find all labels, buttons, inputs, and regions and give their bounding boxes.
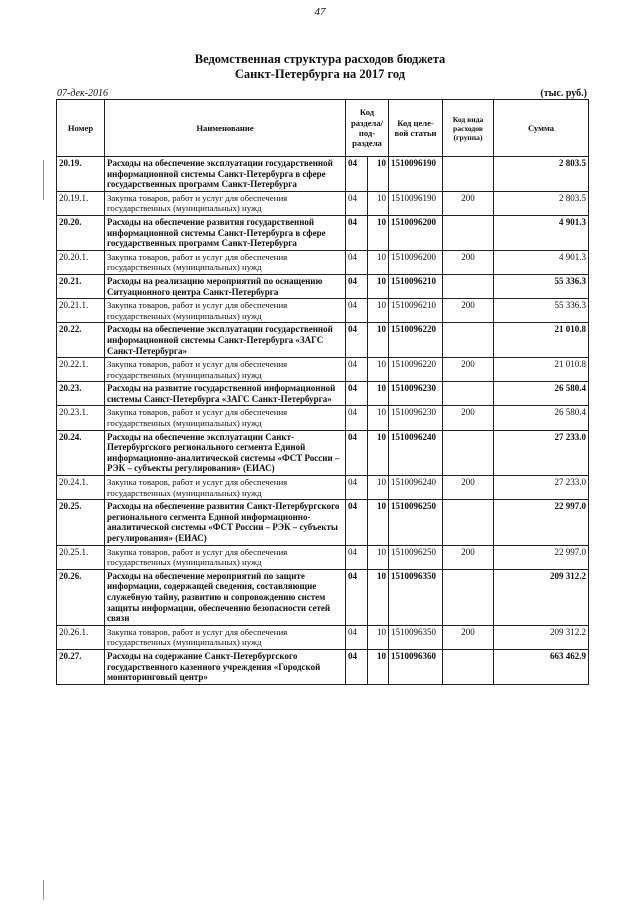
header-section: Код раздела/ под-раздела xyxy=(346,100,389,157)
header-name: Наименование xyxy=(105,100,346,157)
table-row xyxy=(57,157,589,192)
row-name-cell: Расходы на обеспечение развития Санкт-Петербургского регионального сегмента Единой информационно-аналитической системы «ФСТ России – РЭК – субъекты регулирования» (ЕИАС) xyxy=(105,500,346,545)
row-section-cell: 04 xyxy=(346,430,368,475)
row-subsection-cell: 10 xyxy=(368,382,389,406)
row-number-cell: 20.19. xyxy=(57,157,105,192)
row-article-cell: 1510096190 xyxy=(389,191,443,215)
row-section-cell: 04 xyxy=(346,625,368,649)
row-expense-type-cell xyxy=(443,323,494,358)
row-expense-type-cell: 200 xyxy=(443,299,494,323)
row-expense-type-cell xyxy=(443,649,494,684)
table-row xyxy=(57,358,589,382)
row-number-cell: 20.20. xyxy=(57,215,105,250)
row-name-cell: Закупка товаров, работ и услуг для обеспечения государственных (муниципальных) нужд xyxy=(105,476,346,500)
table-row xyxy=(57,545,589,569)
row-amount-cell: 27 233.0 xyxy=(494,430,589,475)
row-subsection-cell: 10 xyxy=(368,323,389,358)
row-article-cell: 1510096190 xyxy=(389,157,443,192)
title-line-2: Санкт-Петербурга на 2017 год xyxy=(234,67,406,81)
row-number-cell: 20.21. xyxy=(57,274,105,298)
table-row xyxy=(57,191,589,215)
row-article-cell: 1510096220 xyxy=(389,323,443,358)
header-article: Код целе-вой статьи xyxy=(389,100,443,157)
scan-edge-mark xyxy=(43,160,44,200)
row-subsection-cell: 10 xyxy=(368,569,389,625)
row-expense-type-cell: 200 xyxy=(443,476,494,500)
row-section-cell: 04 xyxy=(346,569,368,625)
row-section-cell: 04 xyxy=(346,649,368,684)
header-expense-type: Код вида расходов (группа) xyxy=(443,100,494,157)
row-number-cell: 20.25.1. xyxy=(57,545,105,569)
row-section-cell: 04 xyxy=(346,476,368,500)
row-amount-cell: 26 580.4 xyxy=(494,382,589,406)
row-number-cell: 20.27. xyxy=(57,649,105,684)
row-subsection-cell: 10 xyxy=(368,500,389,545)
row-section-cell: 04 xyxy=(346,323,368,358)
units-label: (тыс. руб.) xyxy=(540,88,587,99)
row-section-cell: 04 xyxy=(346,545,368,569)
row-subsection-cell: 10 xyxy=(368,157,389,192)
table-row xyxy=(57,430,589,475)
row-expense-type-cell: 200 xyxy=(443,358,494,382)
row-section-cell: 04 xyxy=(346,274,368,298)
table-row xyxy=(57,476,589,500)
row-subsection-cell: 10 xyxy=(368,358,389,382)
row-expense-type-cell: 200 xyxy=(443,406,494,430)
row-article-cell: 1510096230 xyxy=(389,382,443,406)
row-article-cell: 1510096210 xyxy=(389,299,443,323)
row-number-cell: 20.23. xyxy=(57,382,105,406)
row-amount-cell: 4 901.3 xyxy=(494,250,589,274)
table-row xyxy=(57,406,589,430)
table-row xyxy=(57,649,589,684)
title-line-1: Ведомственная структура расходов бюджета xyxy=(194,52,446,66)
row-section-cell: 04 xyxy=(346,157,368,192)
row-subsection-cell: 10 xyxy=(368,406,389,430)
row-name-cell: Расходы на развитие государственной информационной системы Санкт-Петербурга «ЗАГС Санкт-Петербурга» xyxy=(105,382,346,406)
table-row xyxy=(57,569,589,625)
row-article-cell: 1510096350 xyxy=(389,625,443,649)
row-article-cell: 1510096210 xyxy=(389,274,443,298)
row-subsection-cell: 10 xyxy=(368,250,389,274)
row-article-cell: 1510096250 xyxy=(389,500,443,545)
row-expense-type-cell: 200 xyxy=(443,250,494,274)
row-amount-cell: 209 312.2 xyxy=(494,569,589,625)
row-name-cell: Расходы на обеспечение эксплуатации государственной информационной системы Санкт-Петербурга в сфере государственных программ Санкт-Петербурга xyxy=(105,157,346,192)
row-expense-type-cell: 200 xyxy=(443,191,494,215)
row-article-cell: 1510096200 xyxy=(389,215,443,250)
table-body xyxy=(57,157,589,685)
row-amount-cell: 22 997.0 xyxy=(494,500,589,545)
table-row xyxy=(57,382,589,406)
row-name-cell: Расходы на обеспечение развития государственной информационной системы Санкт-Петербурга в сфере государственных программ Санкт-Петербурга xyxy=(105,215,346,250)
row-amount-cell: 27 233.0 xyxy=(494,476,589,500)
row-article-cell: 1510096240 xyxy=(389,476,443,500)
document-date: 07-дек-2016 xyxy=(57,88,108,99)
row-name-cell: Расходы на обеспечение эксплуатации Санкт-Петербургского регионального сегмента Единой информационно-аналитической системы «ФСТ России – РЭК – субъекты регулирования» (ЕИАС) xyxy=(105,430,346,475)
row-number-cell: 20.22. xyxy=(57,323,105,358)
row-subsection-cell: 10 xyxy=(368,476,389,500)
row-subsection-cell: 10 xyxy=(368,215,389,250)
row-subsection-cell: 10 xyxy=(368,649,389,684)
row-subsection-cell: 10 xyxy=(368,430,389,475)
row-amount-cell: 22 997.0 xyxy=(494,545,589,569)
table-row xyxy=(57,625,589,649)
row-section-cell: 04 xyxy=(346,382,368,406)
row-amount-cell: 2 803.5 xyxy=(494,157,589,192)
budget-table xyxy=(56,99,589,685)
row-subsection-cell: 10 xyxy=(368,545,389,569)
table-row xyxy=(57,274,589,298)
row-expense-type-cell xyxy=(443,157,494,192)
row-number-cell: 20.23.1. xyxy=(57,406,105,430)
row-article-cell: 1510096250 xyxy=(389,545,443,569)
row-expense-type-cell xyxy=(443,569,494,625)
row-section-cell: 04 xyxy=(346,500,368,545)
header-number: Номер xyxy=(57,100,105,157)
table-header-row xyxy=(57,100,589,157)
row-subsection-cell: 10 xyxy=(368,274,389,298)
row-expense-type-cell xyxy=(443,215,494,250)
row-article-cell: 1510096240 xyxy=(389,430,443,475)
page-number: 47 xyxy=(314,6,326,18)
row-amount-cell: 209 312.2 xyxy=(494,625,589,649)
row-number-cell: 20.26. xyxy=(57,569,105,625)
row-article-cell: 1510096220 xyxy=(389,358,443,382)
row-number-cell: 20.25. xyxy=(57,500,105,545)
row-section-cell: 04 xyxy=(346,191,368,215)
table-row xyxy=(57,299,589,323)
row-number-cell: 20.24.1. xyxy=(57,476,105,500)
row-number-cell: 20.26.1. xyxy=(57,625,105,649)
row-amount-cell: 26 580.4 xyxy=(494,406,589,430)
row-article-cell: 1510096360 xyxy=(389,649,443,684)
table-row xyxy=(57,323,589,358)
row-section-cell: 04 xyxy=(346,406,368,430)
row-number-cell: 20.19.1. xyxy=(57,191,105,215)
document-title xyxy=(0,52,640,82)
row-name-cell: Расходы на реализацию мероприятий по оснащению Ситуационного центра Санкт-Петербурга xyxy=(105,274,346,298)
row-article-cell: 1510096230 xyxy=(389,406,443,430)
row-name-cell: Закупка товаров, работ и услуг для обеспечения государственных (муниципальных) нужд xyxy=(105,250,346,274)
row-expense-type-cell xyxy=(443,382,494,406)
row-number-cell: 20.24. xyxy=(57,430,105,475)
row-amount-cell: 55 336.3 xyxy=(494,274,589,298)
row-number-cell: 20.22.1. xyxy=(57,358,105,382)
row-number-cell: 20.20.1. xyxy=(57,250,105,274)
scan-edge-mark xyxy=(43,880,44,900)
row-section-cell: 04 xyxy=(346,358,368,382)
row-expense-type-cell xyxy=(443,274,494,298)
row-name-cell: Расходы на обеспечение эксплуатации государственной информационной системы Санкт-Петербурга «ЗАГС Санкт-Петербурга» xyxy=(105,323,346,358)
row-number-cell: 20.21.1. xyxy=(57,299,105,323)
row-amount-cell: 2 803.5 xyxy=(494,191,589,215)
row-name-cell: Закупка товаров, работ и услуг для обеспечения государственных (муниципальных) нужд xyxy=(105,191,346,215)
row-name-cell: Закупка товаров, работ и услуг для обеспечения государственных (муниципальных) нужд xyxy=(105,299,346,323)
row-amount-cell: 55 336.3 xyxy=(494,299,589,323)
row-subsection-cell: 10 xyxy=(368,191,389,215)
row-name-cell: Закупка товаров, работ и услуг для обеспечения государственных (муниципальных) нужд xyxy=(105,625,346,649)
row-amount-cell: 4 901.3 xyxy=(494,215,589,250)
row-name-cell: Расходы на содержание Санкт-Петербургского государственного казенного учреждения «Городской мониторинговый центр» xyxy=(105,649,346,684)
row-article-cell: 1510096350 xyxy=(389,569,443,625)
row-expense-type-cell: 200 xyxy=(443,625,494,649)
row-section-cell: 04 xyxy=(346,215,368,250)
table-row xyxy=(57,250,589,274)
row-name-cell: Расходы на обеспечение мероприятий по защите информации, содержащей сведения, составляющие служебную тайну, развитию и сопровождению систем защиты информации, обеспечению безопасности сетей связи xyxy=(105,569,346,625)
row-amount-cell: 21 010.8 xyxy=(494,358,589,382)
row-article-cell: 1510096200 xyxy=(389,250,443,274)
table-row xyxy=(57,500,589,545)
row-section-cell: 04 xyxy=(346,250,368,274)
table-row xyxy=(57,215,589,250)
header-amount: Сумма xyxy=(494,100,589,157)
row-name-cell: Закупка товаров, работ и услуг для обеспечения государственных (муниципальных) нужд xyxy=(105,406,346,430)
row-subsection-cell: 10 xyxy=(368,625,389,649)
row-section-cell: 04 xyxy=(346,299,368,323)
row-amount-cell: 663 462.9 xyxy=(494,649,589,684)
row-subsection-cell: 10 xyxy=(368,299,389,323)
row-amount-cell: 21 010.8 xyxy=(494,323,589,358)
row-expense-type-cell xyxy=(443,500,494,545)
row-name-cell: Закупка товаров, работ и услуг для обеспечения государственных (муниципальных) нужд xyxy=(105,545,346,569)
row-name-cell: Закупка товаров, работ и услуг для обеспечения государственных (муниципальных) нужд xyxy=(105,358,346,382)
row-expense-type-cell xyxy=(443,430,494,475)
row-expense-type-cell: 200 xyxy=(443,545,494,569)
